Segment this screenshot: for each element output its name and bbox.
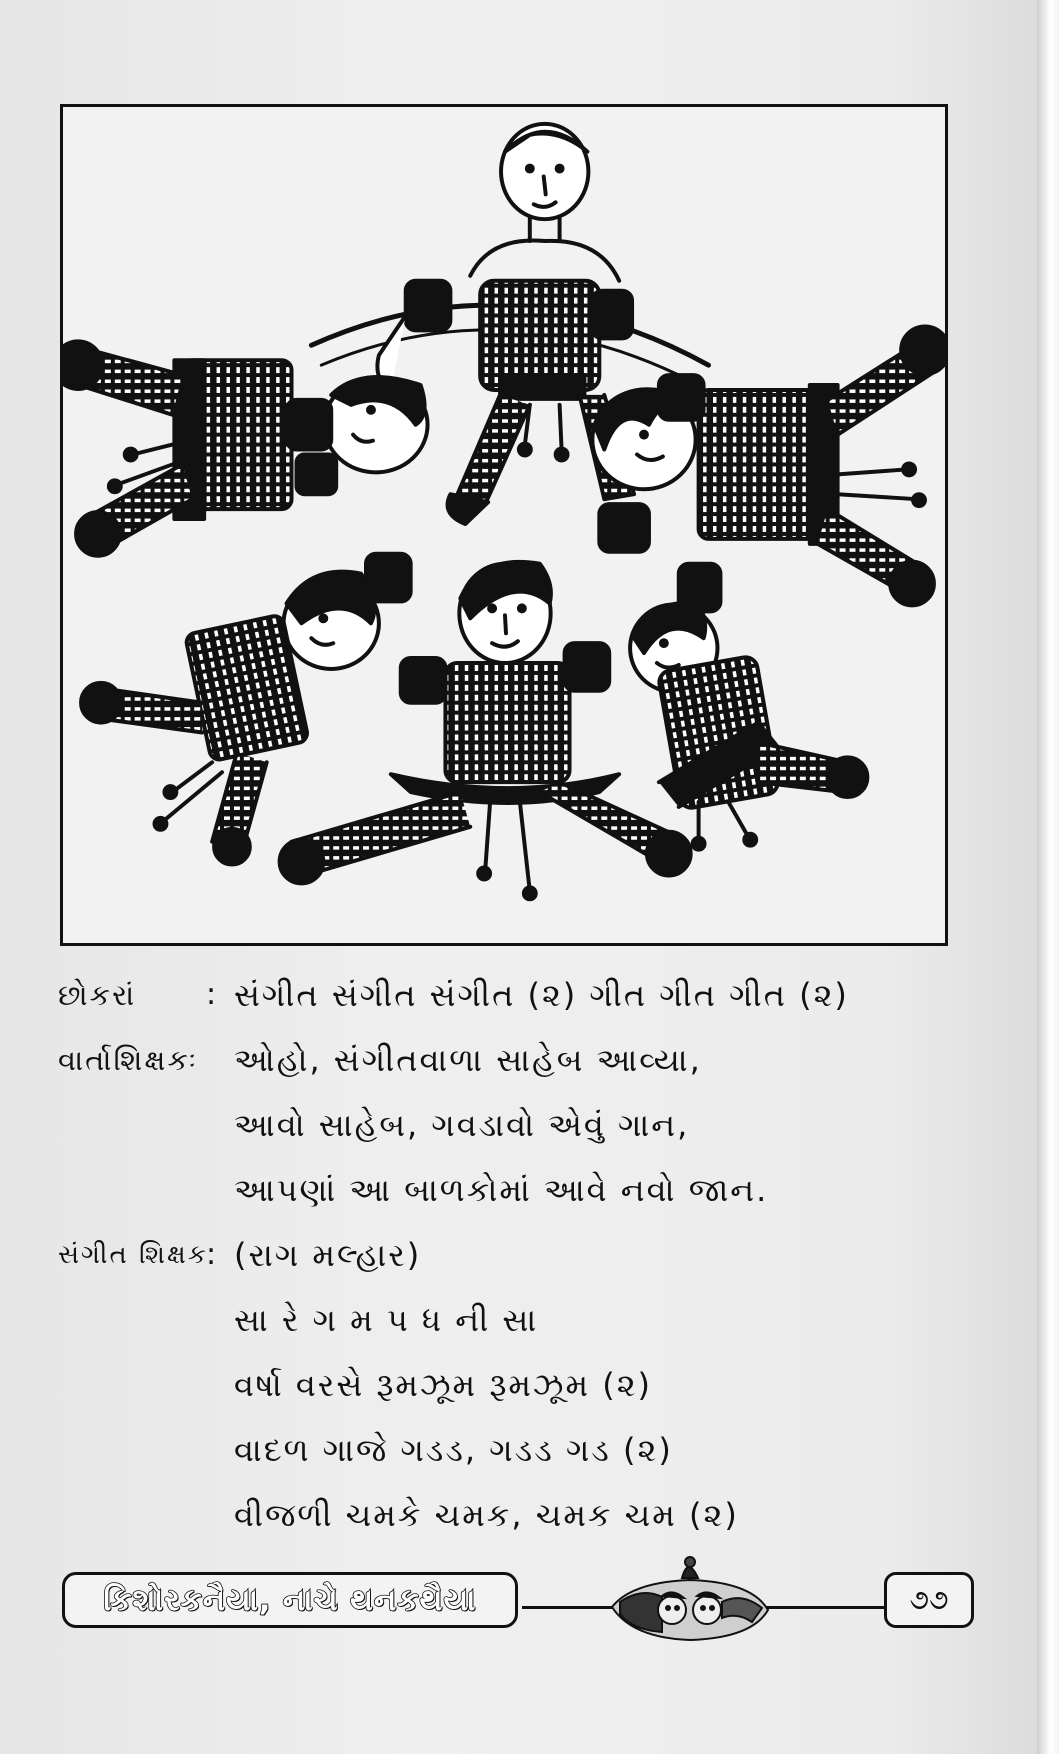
speaker-label: છોકરાં [58, 978, 137, 1012]
colon-separator: : [206, 1237, 219, 1272]
speaker-label: સંગીત શિક્ષક [58, 1240, 209, 1270]
bottom-left-child [81, 554, 411, 865]
page-footer [62, 1552, 974, 1642]
page-edge [1037, 0, 1059, 1754]
children-dancing-illustration [60, 104, 948, 946]
krishna-emblem-icon [602, 1552, 778, 1644]
verse-text: આપણાં આ બાળકોમાં આવે નવો જાન. [234, 1171, 769, 1209]
bottom-right-child [630, 564, 867, 850]
book-title-box [62, 1572, 518, 1628]
speaker-label: વાર્તાશિક્ષકઃ [58, 1043, 199, 1077]
page-number-box [884, 1572, 974, 1628]
verse-text: (રાગ મલ્હાર) [234, 1236, 422, 1274]
left-child [63, 341, 428, 555]
page-number: ૭૭ [909, 1583, 949, 1616]
verse-text: સા રે ગ મ પ ધ ની સા [234, 1301, 539, 1339]
verse-text: વર્ષા વરસે રૂમઝૂમ રૂમઝૂમ (૨) [234, 1366, 652, 1404]
right-child [592, 326, 945, 605]
verse-text: ઓહો, સંગીતવાળા સાહેબ આવ્યા, [234, 1041, 702, 1079]
verse-text: વાદળ ગાજે ગડડ, ગડડ ગડ (૨) [234, 1431, 673, 1469]
book-title: કિશોરકનૈયા, નાચે થનકથૈયા [103, 1582, 477, 1618]
colon-separator: : [206, 977, 219, 1012]
top-child [377, 124, 634, 524]
verse-text: વીજળી ચમકે ચમક, ચમક ચમ (૨) [234, 1496, 739, 1534]
verse-text: આવો સાહેબ, ગવડાવો એવું ગાન, [234, 1106, 690, 1144]
verse-text: સંગીત સંગીત સંગીત (૨) ગીત ગીત ગીત (૨) [234, 976, 849, 1014]
